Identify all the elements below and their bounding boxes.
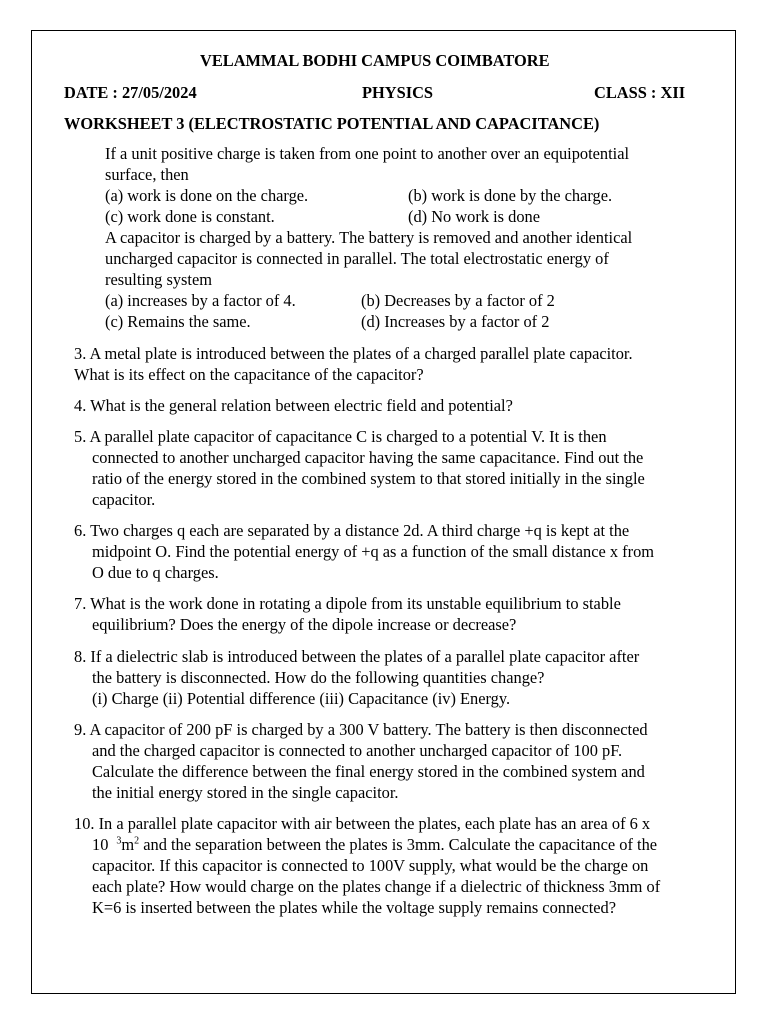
school-name: VELAMMAL BODHI CAMPUS COIMBATORE bbox=[200, 51, 550, 70]
question-text: and the charged capacitor is connected to another uncharged capacitor of 100 pF. bbox=[92, 741, 623, 760]
question-text-continued: and the separation between the plates is 3mm. Calculate the capacitance of the bbox=[139, 835, 658, 854]
option-d: (d) No work is done bbox=[408, 207, 541, 226]
option-d: (d) Increases by a factor of 2 bbox=[361, 312, 550, 331]
question-text: each plate? How would charge on the plates change if a dielectric of thickness 3mm of bbox=[92, 877, 661, 896]
question-text: O due to q charges. bbox=[92, 563, 219, 582]
question-text: 7. What is the work done in rotating a dipole from its unstable equilibrium to stable bbox=[74, 594, 621, 613]
option-c: (c) Remains the same. bbox=[105, 312, 251, 331]
question-text: Calculate the difference between the final energy stored in the combined system and bbox=[92, 762, 645, 781]
option-b: (b) Decreases by a factor of 2 bbox=[361, 291, 555, 310]
question-text: ratio of the energy stored in the combined system to that stored initially in the single bbox=[92, 469, 645, 488]
question-text bbox=[92, 835, 657, 855]
question-text: If a unit positive charge is taken from one point to another over an equipotential bbox=[105, 144, 630, 163]
question-text: 4. What is the general relation between electric field and potential? bbox=[74, 396, 513, 415]
question-text: the initial energy stored in the single capacitor. bbox=[92, 783, 399, 802]
question-text: resulting system bbox=[105, 270, 212, 289]
question-text: capacitor. If this capacitor is connected to 100V supply, what would be the charge on bbox=[92, 856, 649, 875]
option-b: (b) work is done by the charge. bbox=[408, 186, 613, 205]
question-text: What is its effect on the capacitance of the capacitor? bbox=[74, 365, 424, 384]
question-text: A capacitor is charged by a battery. The battery is removed and another identical bbox=[105, 228, 633, 247]
question-text: 9. A capacitor of 200 pF is charged by a 300 V battery. The battery is then disconnected bbox=[74, 720, 648, 739]
question-text: K=6 is inserted between the plates while the voltage supply remains connected? bbox=[92, 898, 617, 917]
base-number: 10 bbox=[92, 835, 109, 854]
question-text: 10. In a parallel plate capacitor with air between the plates, each plate has an area of 6 x bbox=[74, 814, 651, 833]
exponent: 3 bbox=[116, 835, 122, 847]
unit-exponent: 2 bbox=[134, 835, 140, 847]
option-c: (c) work done is constant. bbox=[105, 207, 275, 226]
question-text: 5. A parallel plate capacitor of capacitance C is charged to a potential V. It is then bbox=[74, 427, 607, 446]
unit: m bbox=[121, 835, 135, 854]
option-a: (a) work is done on the charge. bbox=[105, 186, 309, 205]
option-a: (a) increases by a factor of 4. bbox=[105, 291, 296, 310]
question-text: midpoint O. Find the potential energy of +q as a function of the small distance x from bbox=[92, 542, 655, 561]
worksheet-title: WORKSHEET 3 (ELECTROSTATIC POTENTIAL AND CAPACITANCE) bbox=[64, 114, 600, 133]
question-text: capacitor. bbox=[92, 490, 156, 509]
question-text: (i) Charge (ii) Potential difference (iii) Capacitance (iv) Energy. bbox=[92, 689, 511, 708]
question-text: 8. If a dielectric slab is introduced between the plates of a parallel plate capacitor after bbox=[74, 647, 640, 666]
question-text: 6. Two charges q each are separated by a distance 2d. A third charge +q is kept at the bbox=[74, 521, 630, 540]
question-text: the battery is disconnected. How do the following quantities change? bbox=[92, 668, 545, 687]
subject-label: PHYSICS bbox=[362, 83, 434, 102]
question-text: surface, then bbox=[105, 165, 189, 184]
question-text: equilibrium? Does the energy of the dipole increase or decrease? bbox=[92, 615, 517, 634]
question-text: uncharged capacitor is connected in parallel. The total electrostatic energy of bbox=[105, 249, 609, 268]
question-text: connected to another uncharged capacitor having the same capacitance. Find out the bbox=[92, 448, 644, 467]
worksheet-date: DATE : 27/05/2024 bbox=[64, 83, 197, 102]
question-text: 3. A metal plate is introduced between the plates of a charged parallel plate capacitor. bbox=[74, 344, 633, 363]
class-label: CLASS : XII bbox=[594, 83, 686, 102]
